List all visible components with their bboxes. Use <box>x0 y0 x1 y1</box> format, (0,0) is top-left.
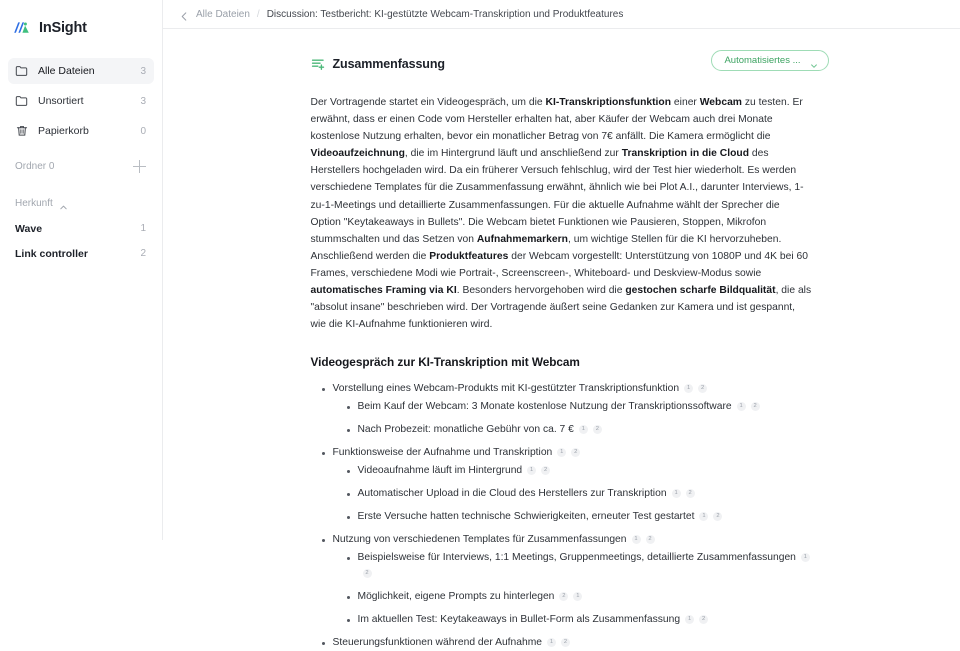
list-item-text: Nach Probezeit: monatliche Gebühr von ca. 7 € <box>357 424 574 436</box>
source-label: Wave <box>15 222 43 235</box>
list-item-text: Beispielsweise für Interviews, 1:1 Meetings, Gruppenmeetings, detaillierte Zusammenfassungen <box>357 552 796 564</box>
paragraph-text: , die als "absolut insane" beschrieben wird. Der Vortragende äußert seine Gedanken zur Kamera und ist gespannt, wie die KI-Aufnahme funktionieren wird. <box>310 285 812 331</box>
list-item-text: Beim Kauf der Webcam: 3 Monate kostenlose Nutzung der Transkriptionssoftware <box>357 401 732 413</box>
sidebar-item-unsortiert[interactable] <box>8 88 154 114</box>
list-item <box>333 532 813 628</box>
summary-paragraph <box>311 94 813 333</box>
main-area <box>163 0 960 649</box>
paragraph-emphasis: Produktfeatures <box>429 250 509 262</box>
citation-chip[interactable]: 1 <box>685 615 694 624</box>
breadcrumb-root[interactable]: Alle Dateien <box>196 8 250 20</box>
list-item-text: Möglichkeit, eigene Prompts zu hinterlegen <box>357 591 555 603</box>
sidebar <box>0 0 163 540</box>
sidebar-item-label: Alle Dateien <box>38 65 95 77</box>
chevron-down-icon <box>810 57 818 65</box>
citation-chip[interactable]: 1 <box>573 592 582 601</box>
sidebar-item-count: 0 <box>140 125 146 137</box>
citation-chip[interactable]: 1 <box>547 638 556 647</box>
summary-lines-icon <box>311 57 325 71</box>
list-item <box>358 486 813 502</box>
plus-icon[interactable] <box>133 160 146 173</box>
citation-chip[interactable]: 2 <box>541 466 550 475</box>
insight-logo-icon <box>12 18 32 38</box>
chevron-left-icon[interactable] <box>179 9 190 20</box>
citation-chip[interactable]: 1 <box>579 425 588 434</box>
section-heading: Videogespräch zur KI-Transkription mit Webcam <box>310 355 580 370</box>
sidebar-item-label: Unsortiert <box>38 95 84 107</box>
paragraph-text: der Webcam vorgestellt: Unterstützung von 1080P und 4K bei 60 Frames, verschiedene Modi wie Portrait-, Screenscreen-, Whiteboard- und Deskview-Modus sowie <box>310 250 808 279</box>
citation-chip[interactable]: 1 <box>672 489 681 498</box>
citation-chip[interactable]: 2 <box>593 425 602 434</box>
breadcrumb-current: Discussion: Testbericht: KI-gestützte Webcam-Transkription und Produktfeatures <box>266 8 624 20</box>
citation-chip[interactable]: 2 <box>363 569 372 578</box>
list-item-text: Automatischer Upload in die Cloud des Herstellers zur Transkription <box>357 488 667 500</box>
document-scroll-area[interactable] <box>163 29 960 649</box>
folders-label: Ordner 0 <box>15 160 55 172</box>
citation-chip[interactable]: 2 <box>646 535 655 544</box>
list-item <box>333 381 813 438</box>
citation-chip[interactable]: 1 <box>632 535 641 544</box>
list-item <box>333 445 813 525</box>
citation-chip[interactable]: 2 <box>571 448 580 457</box>
citation-chip[interactable]: 2 <box>686 489 695 498</box>
list-item <box>358 463 813 479</box>
folder-icon <box>15 64 29 78</box>
citation-chip[interactable]: 2 <box>561 638 570 647</box>
paragraph-emphasis: KI-Transkriptionsfunktion <box>545 97 672 108</box>
sidebar-source-wave[interactable] <box>8 216 154 241</box>
list-item-text: Erste Versuche hatten technische Schwierigkeiten, erneuter Test gestartet <box>357 511 695 523</box>
sidebar-item-count: 3 <box>140 65 146 77</box>
sidebar-source-link-controller[interactable] <box>8 241 154 266</box>
list-item <box>358 399 813 415</box>
citation-chip[interactable]: 1 <box>557 448 566 457</box>
citation-chip[interactable]: 2 <box>698 384 707 393</box>
summary-header <box>311 52 813 76</box>
paragraph-text: des Herstellers hochgeladen wird. Da ein früherer Versuch fehlschlug, wird der Test hier wiederholt. Es werden verschiedene Templates für die Zusammenfassung erwähnt, ähnlich wie bei Plot A.I., darunter Interviews, 1-zu-1-Meetings und detaillierte Zusammenfassungen. Für die aktuelle Aufnahme wählt der Sprecher die Option "Keytakeaways in Bullets". Die Webcam bietet Funktionen wie Pausieren, Stoppen, Mikrofon stummschalten und das Setzen von <box>310 148 804 245</box>
breadcrumb-separator: / <box>256 8 260 20</box>
paragraph-text: . Besonders hervorgehoben wird die <box>456 285 626 297</box>
paragraph-emphasis: Videoaufzeichnung <box>310 148 405 160</box>
paragraph-emphasis: gestochen scharfe Bildqualität <box>625 285 776 297</box>
list-item-text: Vorstellung eines Webcam-Produkts mit KI-gestützter Transkriptionsfunktion <box>332 383 680 395</box>
template-select-button[interactable] <box>711 50 828 71</box>
outline-sublist <box>333 550 813 628</box>
list-item <box>358 589 813 605</box>
paragraph-emphasis: Transkription in die Cloud <box>621 148 749 160</box>
chevron-up-icon <box>59 199 68 208</box>
citation-chip[interactable]: 1 <box>801 553 810 562</box>
paragraph-emphasis: Aufnahmemarkern <box>476 233 568 245</box>
page-title: Zusammenfassung <box>332 57 445 71</box>
paragraph-text: einer <box>671 97 700 108</box>
list-item-text: Steuerungsfunktionen während der Aufnahme <box>332 637 543 649</box>
outline-sublist <box>333 463 813 525</box>
folder-icon <box>15 94 29 108</box>
folders-row <box>8 154 154 178</box>
outline-sublist <box>333 399 813 438</box>
sidebar-item-count: 3 <box>140 95 146 107</box>
brand[interactable] <box>0 0 162 44</box>
citation-chip[interactable]: 1 <box>699 512 708 521</box>
list-item <box>358 509 813 525</box>
sidebar-item-label: Papierkorb <box>38 125 89 137</box>
paragraph-text: , um wichtige Stellen für die KI hervorzuheben. Anschließend werden die <box>310 233 782 262</box>
citation-chip[interactable]: 1 <box>737 402 746 411</box>
document-body <box>311 29 813 651</box>
citation-chip[interactable]: 1 <box>527 466 536 475</box>
breadcrumb <box>163 0 960 29</box>
source-count: 2 <box>140 248 146 259</box>
brand-name: InSight <box>39 20 87 36</box>
list-item <box>358 422 813 438</box>
outline-list <box>311 381 813 651</box>
citation-chip[interactable]: 2 <box>751 402 760 411</box>
sources-section-label: Herkunft <box>15 197 53 209</box>
source-count: 1 <box>140 223 146 234</box>
trash-icon <box>15 124 29 138</box>
sidebar-item-alle-dateien[interactable] <box>8 58 154 84</box>
list-item <box>358 612 813 628</box>
list-item <box>358 550 813 582</box>
list-item-text: Funktionsweise der Aufnahme und Transkription <box>332 447 553 459</box>
paragraph-text: Der Vortragende startet ein Videogespräch, um die <box>310 97 546 108</box>
list-item-text: Im aktuellen Test: Keytakeaways in Bullet-Form als Zusammenfassung <box>357 614 681 626</box>
list-item-text: Videoaufnahme läuft im Hintergrund <box>357 465 523 477</box>
paragraph-text: zu testen. Er erwähnt, dass er einen Code vom Hersteller erhalten hat, aber Käufer der Webcam auch drei Monate kostenlose Nutzung erhalten, bevor ein monatlicher Betrag von 7€ anfällt. Die Kamera ermöglicht die <box>310 97 803 143</box>
citation-chip[interactable]: 2 <box>559 592 568 601</box>
paragraph-emphasis: Webcam <box>699 97 742 108</box>
template-select-label: Automatisiertes ... <box>724 55 801 66</box>
citation-chip[interactable]: 2 <box>713 512 722 521</box>
citation-chip[interactable]: 1 <box>684 384 693 393</box>
paragraph-text: , die im Hintergrund läuft und anschließend zur <box>404 148 622 160</box>
sources-section-header[interactable] <box>8 192 154 214</box>
paragraph-emphasis: automatisches Framing via KI <box>310 285 457 297</box>
sidebar-item-papierkorb[interactable] <box>8 118 154 144</box>
list-item <box>333 635 813 651</box>
citation-chip[interactable]: 2 <box>699 615 708 624</box>
source-label: Link controller <box>15 247 88 260</box>
list-item-text: Nutzung von verschiedenen Templates für Zusammenfassungen <box>332 534 627 546</box>
sidebar-nav <box>0 58 162 144</box>
